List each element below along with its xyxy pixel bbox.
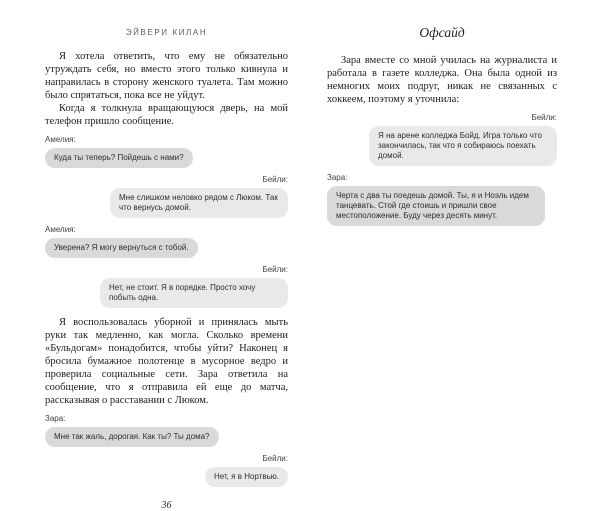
chat-speaker-label: Бейли: — [262, 175, 288, 184]
chat-speaker-label: Бейли: — [262, 454, 288, 463]
chat-bubble: Мне слишком неловко рядом с Люком. Так что вернусь домой. — [110, 188, 288, 218]
paragraph: Я воспользовалась уборной и принялась мыть руки так медленно, как могла. Сколько времени «Бульдогам» понадобится, чтобы уйти? Наконец я бросила бумажное полотенце в мусорное ведро и проверила социальные сети. Зара ответила на сообщение, что я отправила ей еще до матча, рассказывая о расставании с Люком. — [45, 317, 288, 406]
chat-bubble: Куда ты теперь? Пойдешь с нами? — [45, 148, 193, 168]
running-head-chapter-title: Офсайд — [419, 25, 465, 40]
chat-speaker-label: Зара: — [327, 173, 348, 182]
chat-message-row — [45, 427, 288, 447]
chat-message-row — [45, 238, 288, 258]
chat-speaker-label: Бейли: — [531, 113, 557, 122]
chat-message-row — [327, 126, 557, 166]
page-left[interactable] — [45, 20, 288, 511]
chat-speaker-label: Амелия: — [45, 135, 76, 144]
chat-thread — [45, 414, 288, 487]
chat-thread — [327, 113, 557, 226]
chat-message-row — [45, 467, 288, 487]
chat-speaker-label: Амелия: — [45, 225, 76, 234]
chat-bubble: Нет, не стоит. Я в порядке. Просто хочу побыть одна. — [100, 278, 288, 308]
chat-thread — [45, 135, 288, 308]
chat-message-row — [45, 278, 288, 308]
chat-speaker-label: Бейли: — [262, 265, 288, 274]
page-right[interactable] — [327, 20, 557, 226]
chat-message-row — [327, 186, 557, 226]
chat-bubble: Уверена? Я могу вернуться с тобой. — [45, 238, 198, 258]
paragraph: Зара вместе со мной училась на журналиста и работала в газете колледжа. Она была одной из немногих моих подруг, никак не связанных с хоккеем, поэтому я уточнила: — [327, 55, 557, 105]
chat-bubble: Нет, я в Нортвью. — [205, 467, 288, 487]
paragraph: Я хотела ответить, что ему не обязательно утруждать себя, но вместо этого только кивнула и направилась в сторону женского туалета. Там можно было спрятаться, пока все не уйдут. — [45, 51, 288, 101]
chat-message-row — [45, 188, 288, 218]
chat-message-row — [45, 148, 288, 168]
chat-speaker-label: Зара: — [45, 414, 66, 423]
paragraph: Когда я толкнула вращающуюся дверь, на мой телефон пришло сообщение. — [45, 103, 288, 127]
page-number: 36 — [161, 500, 172, 511]
chat-bubble: Черта с два ты поедешь домой. Ты, я и Ноэль идем танцевать. Стой где стоишь и пришли свое местоположение. Буду через десять минут. — [327, 186, 545, 226]
running-head-author: ЭЙВЕРИ КИЛАН — [125, 28, 208, 37]
chat-bubble: Я на арене колледжа Бойд. Игра только что закончилась, так что я собираюсь поехать домой. — [369, 126, 557, 166]
chat-bubble: Мне так жаль, дорогая. Как ты? Ты дома? — [45, 427, 219, 447]
